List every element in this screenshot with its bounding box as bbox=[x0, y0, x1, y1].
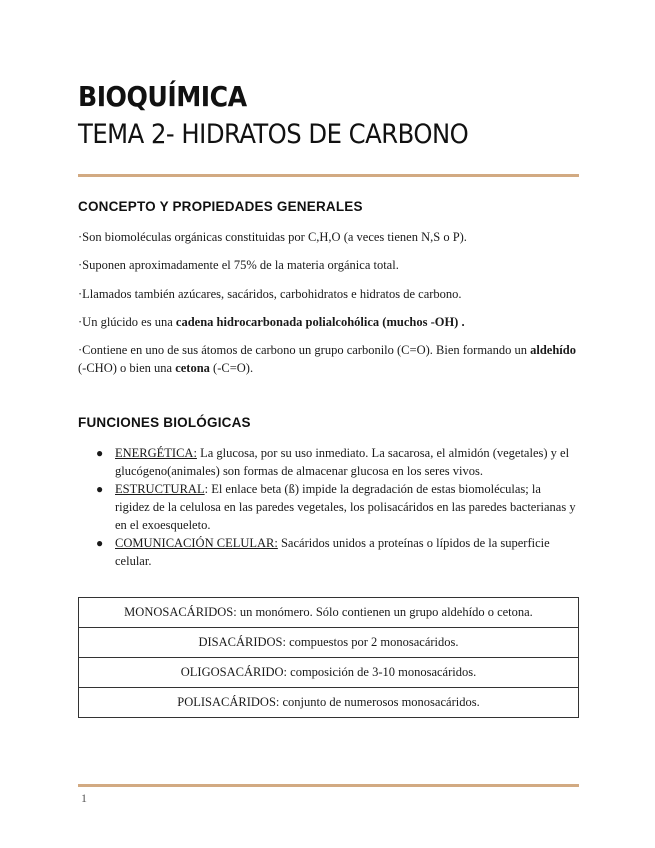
table-row bbox=[79, 688, 579, 718]
paragraph-1: ·Son biomoléculas orgánicas constituidas por C,H,O (a veces tienen N,S o P). bbox=[78, 230, 467, 244]
list-item-text: Sacáridos unidos a proteínas o lípidos de la superficie celular. bbox=[115, 536, 550, 568]
paragraph-3: ·Llamados también azúcares, sacáridos, carbohidratos e hidratos de carbono. bbox=[78, 287, 462, 301]
list-item bbox=[96, 444, 576, 480]
paragraph-2: ·Suponen aproximadamente el 75% de la materia orgánica total. bbox=[78, 258, 399, 272]
functions-list bbox=[96, 444, 576, 570]
paragraph-4-text: ·Un glúcido es una bbox=[78, 315, 176, 329]
table-row bbox=[79, 628, 579, 658]
section-heading-concepto: CONCEPTO Y PROPIEDADES GENERALES bbox=[78, 199, 363, 214]
list-item-text: La glucosa, por su uso inmediato. La sacarosa, el almidón (vegetales) y el glucógeno(animales) son formas de almacenar glucosa en los seres vivos. bbox=[115, 446, 570, 478]
paragraph-5-text-b: (-CHO) o bien una bbox=[78, 361, 176, 375]
document-subtitle: TEMA 2- HIDRATOS DE CARBONO bbox=[78, 119, 469, 150]
list-item-term: ESTRUCTURAL bbox=[115, 482, 205, 496]
section-heading-funciones: FUNCIONES BIOLÓGICAS bbox=[78, 415, 251, 430]
header-divider bbox=[78, 174, 579, 177]
paragraph-5 bbox=[78, 341, 578, 377]
document-title: BIOQUÍMICA bbox=[78, 80, 247, 113]
table-cell: DISACÁRIDOS: compuestos por 2 monosacáridos. bbox=[79, 628, 579, 658]
carbohydrate-types-table bbox=[78, 597, 579, 718]
list-item-text: : El enlace beta (ß) impide la degradación de estas biomoléculas; la rigidez de la celulosa en las paredes vegetales, los polisacáridos en las paredes bacterianas y en el exoesqueleto. bbox=[115, 482, 576, 532]
paragraph-5-text-c: (-C=O). bbox=[209, 361, 254, 375]
bullet-icon: ● bbox=[96, 446, 104, 460]
footer-divider bbox=[78, 784, 579, 787]
table-cell: MONOSACÁRIDOS: un monómero. Sólo contienen un grupo aldehído o cetona. bbox=[79, 598, 579, 628]
table-row bbox=[79, 658, 579, 688]
list-item bbox=[96, 534, 576, 570]
page-number: 1 bbox=[81, 791, 87, 805]
bullet-icon: ● bbox=[96, 536, 104, 550]
table-cell: POLISACÁRIDOS: conjunto de numerosos monosacáridos. bbox=[79, 688, 579, 718]
paragraph-4-bold: cadena hidrocarbonada polialcohólica (muchos -OH) . bbox=[175, 315, 465, 329]
list-item bbox=[96, 480, 576, 534]
paragraph-5-bold-cetona: cetona bbox=[175, 361, 210, 375]
list-item-term: COMUNICACIÓN CELULAR: bbox=[115, 536, 278, 550]
paragraph-5-bold-aldehido: aldehído bbox=[530, 343, 576, 357]
paragraph-4 bbox=[78, 313, 578, 331]
paragraph-5-text-a: ·Contiene en uno de sus átomos de carbono un grupo carbonilo (C=O). Bien formando un bbox=[78, 343, 531, 357]
table-row bbox=[79, 598, 579, 628]
list-item-term: ENERGÉTICA: bbox=[115, 446, 197, 460]
bullet-icon: ● bbox=[96, 482, 104, 496]
table-cell: OLIGOSACÁRIDO: composición de 3-10 monosacáridos. bbox=[79, 658, 579, 688]
